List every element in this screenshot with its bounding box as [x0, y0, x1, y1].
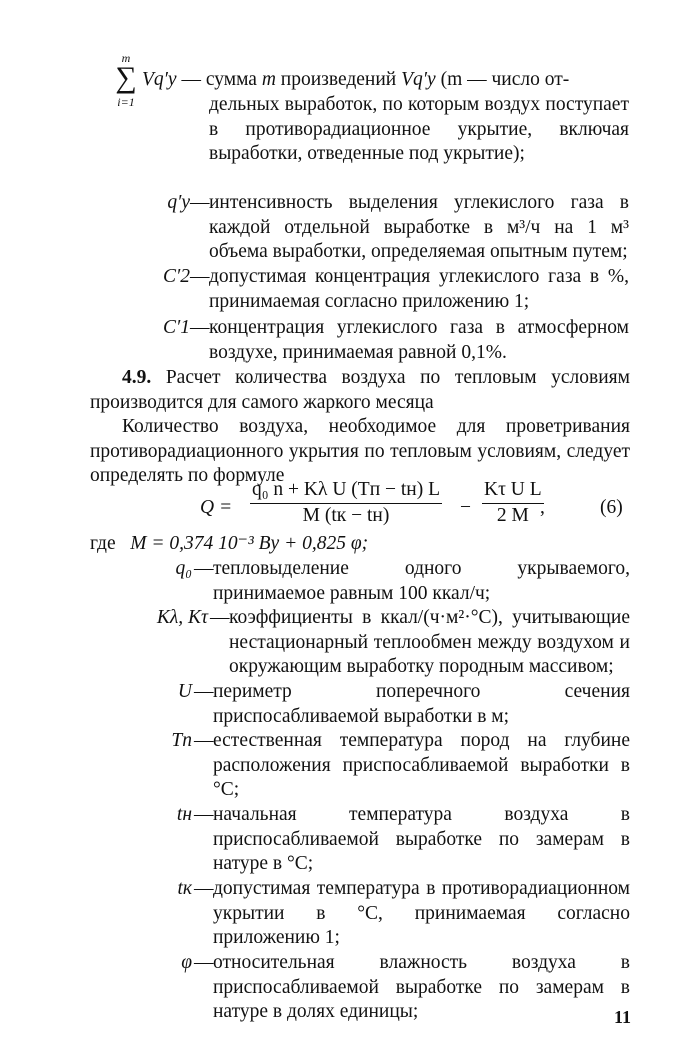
definition-dash: —	[190, 192, 210, 213]
definition-text: допустимая температура в противорадиационном укрытии в °С, принимаемая согласно приложению 1;	[213, 878, 630, 948]
definition-symbol: U	[177, 681, 192, 702]
definition-dash: —	[210, 607, 230, 628]
definition-dash: —	[190, 317, 210, 338]
section-paragraph: Количество воздуха, необходимое для проветривания противорадиационного укрытия по тепловым условиям, следует определять по формуле	[90, 416, 630, 486]
fraction-1-denominator: M (tк − tн)	[302, 504, 390, 526]
first-definition-line	[142, 68, 642, 93]
definition-symbol: tк	[177, 878, 192, 899]
section-number: 4.9.	[122, 367, 152, 388]
first-definition-continuation: дельных выработок, по которым воздух поступает в противорадиационное укрытие, включая выработки, отведенные под укрытие);	[209, 94, 629, 164]
definition-symbol: q′у	[167, 192, 190, 213]
formula-fraction-1	[250, 478, 442, 528]
definition-dash: —	[194, 558, 214, 579]
formula-6	[200, 478, 640, 538]
section-title: Расчет количества воздуха по тепловым условиям производится для самого жаркого месяца	[90, 367, 630, 413]
definition-symbol: q₀	[175, 558, 192, 579]
where-label: где	[90, 533, 116, 554]
first-def-term: Vq′у	[401, 69, 436, 90]
fraction-2-numerator: Kτ U L	[482, 478, 544, 504]
first-def-m: m	[261, 69, 276, 90]
definition-text: допустимая концентрация углекислого газа в %, принимаемая согласно приложению 1;	[209, 266, 629, 312]
formula-fraction-2	[482, 478, 544, 528]
where-line	[90, 532, 368, 557]
sigma-upper-limit: m	[121, 51, 131, 65]
definition-text: интенсивность выделения углекислого газа в каждой отдельной выработке в м³/ч на 1 м³ объема выработки, определяемая опытным путем;	[209, 192, 629, 262]
definition-text: периметр поперечного сечения приспосабливаемой выработки в м;	[213, 681, 630, 727]
formula-comma: ,	[540, 497, 545, 518]
where-expression: M = 0,374 10⁻³ Bу + 0,825 φ;	[130, 533, 369, 554]
definition-dash: —	[194, 878, 214, 899]
fraction-1-numerator: q₀ n + Kλ U (Tп − tн) L	[250, 478, 442, 504]
definition-text: концентрация углекислого газа в атмосферном воздухе, принимаемая равной 0,1%.	[209, 317, 629, 363]
sigma-lower-limit: i=1	[117, 95, 135, 109]
definition-dash: —	[194, 681, 214, 702]
sigma-sign: ∑	[115, 61, 137, 94]
definition-text: тепловыделение одного укрываемого, принимаемое равным 100 ккал/ч;	[213, 558, 630, 604]
first-def-dash: — сумма	[181, 69, 257, 90]
definition-symbol: Kλ, Kτ	[156, 607, 208, 628]
formula-number: (6)	[600, 497, 623, 518]
section-heading-paragraph	[90, 366, 630, 415]
definition-symbol: φ	[181, 952, 192, 973]
first-def-word: произведений	[280, 69, 397, 90]
definition-dash: —	[194, 952, 214, 973]
definition-text: естественная температура пород на глубине расположения приспосабливаемой выработки в °С;	[213, 730, 630, 800]
definition-symbol: Tп	[171, 730, 192, 751]
definition-symbol: C′2	[162, 266, 190, 287]
definition-dash: —	[190, 266, 210, 287]
definition-text: коэффициенты в ккал/(ч·м²·°С), учитывающие нестационарный теплообмен между воздухом и окружающим выработку породным массивом;	[229, 607, 630, 677]
definition-symbol: tн	[176, 804, 192, 825]
page-number: 11	[614, 1007, 632, 1027]
formula-minus: −	[460, 497, 471, 518]
definition-dash: —	[194, 804, 214, 825]
fraction-2-denominator: 2 M	[496, 504, 529, 526]
first-def-paren: (m — число от-	[440, 69, 570, 90]
formula-lhs: Q =	[200, 497, 233, 518]
definition-text: относительная влажность воздуха в приспосабливаемой выработке по замерам в натуре в долях единицы;	[213, 952, 630, 1022]
definition-text: начальная температура воздуха в приспосабливаемой выработке по замерам в натуре в °С;	[213, 804, 630, 874]
sum-term: Vq′у	[142, 69, 177, 90]
summation-symbol	[112, 51, 140, 115]
definition-symbol: C′1	[162, 317, 190, 338]
definition-dash: —	[194, 730, 214, 751]
